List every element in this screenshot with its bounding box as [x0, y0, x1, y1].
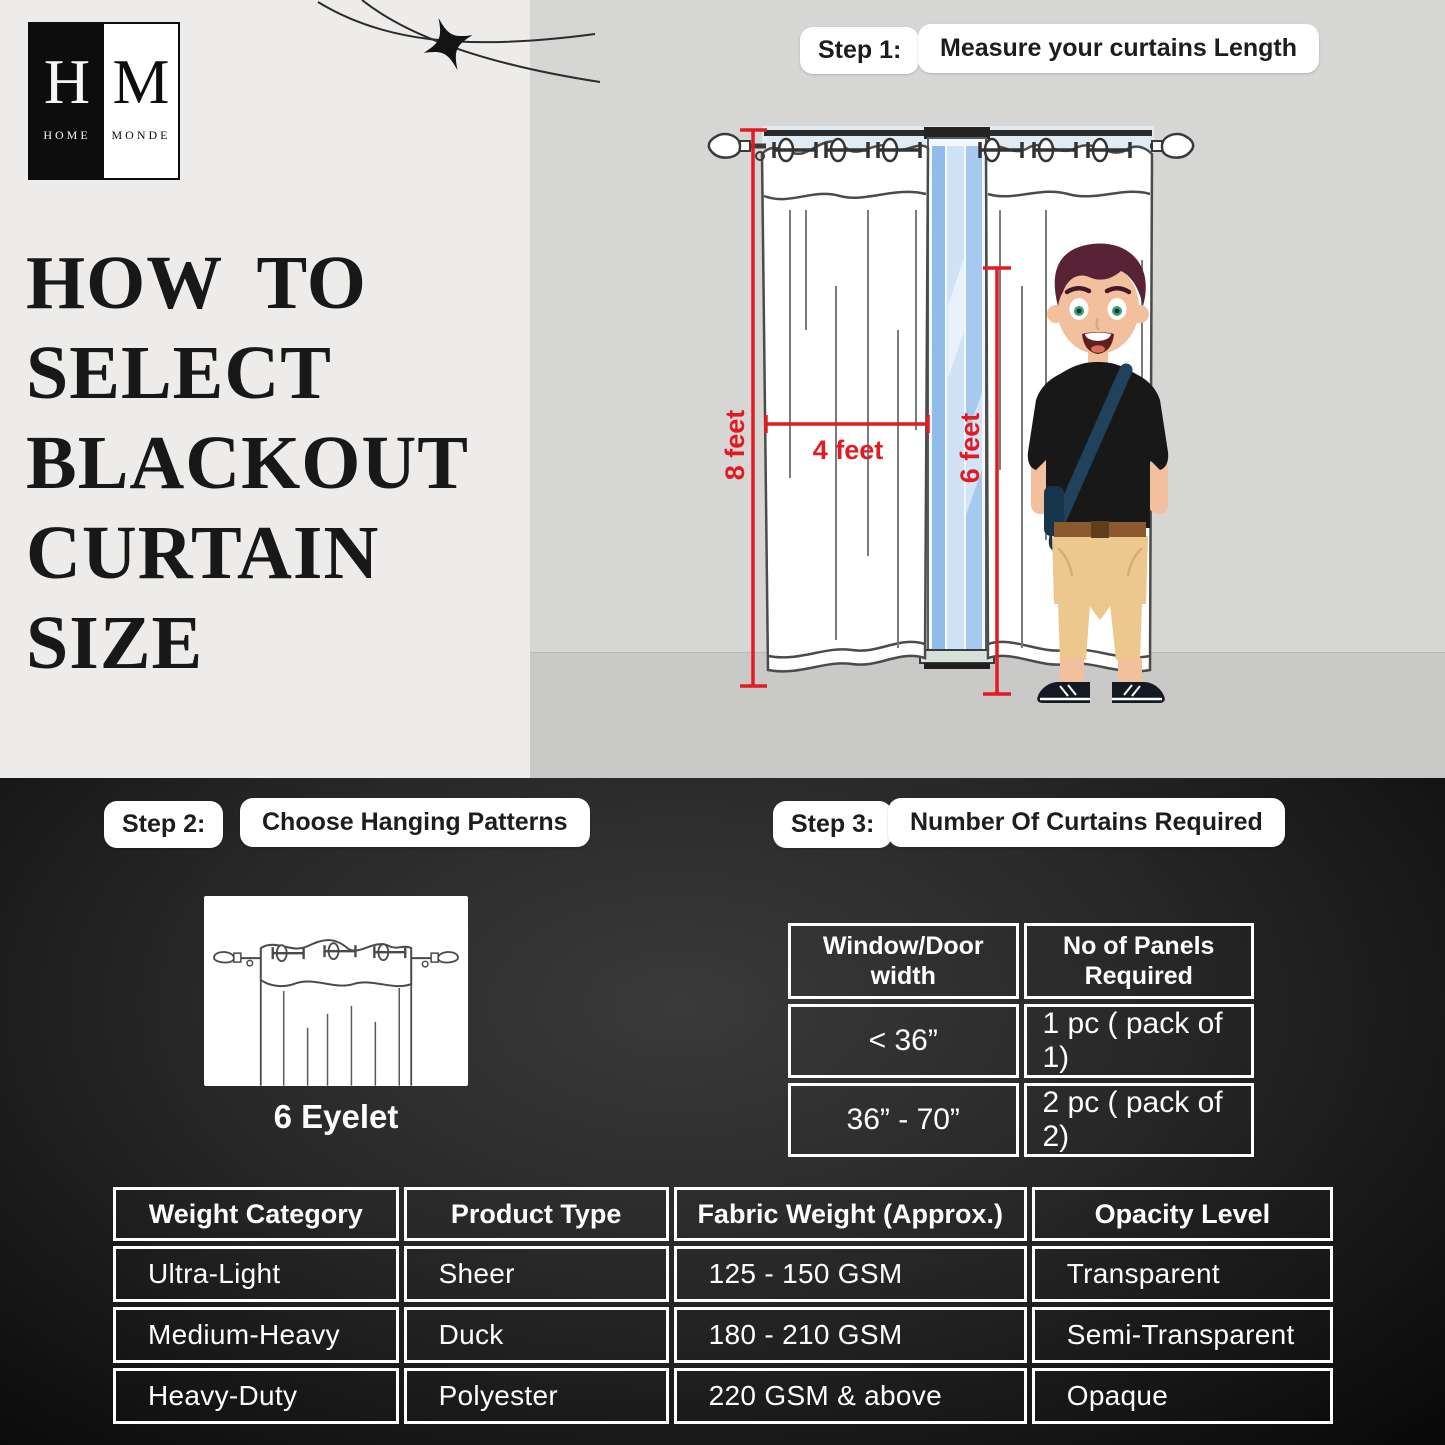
- curtain-measurement-illustration: [530, 0, 1445, 778]
- panels-required-table: [783, 918, 1259, 1162]
- table-cell: Ultra-Light: [113, 1246, 399, 1302]
- column-header: Fabric Weight (Approx.): [674, 1187, 1027, 1241]
- column-header: Opacity Level: [1032, 1187, 1333, 1241]
- fabric-weight-table: [108, 1182, 1338, 1429]
- table-cell: Polyester: [404, 1368, 669, 1424]
- step1-heading-badge: Measure your curtains Length: [918, 24, 1319, 73]
- brand-logo: [28, 22, 180, 180]
- width-measurement-label: 4 feet: [812, 435, 884, 465]
- window-illustration: [920, 127, 994, 669]
- title-line: HOW TO: [26, 241, 367, 325]
- step3-label-badge: Step 3:: [773, 801, 892, 848]
- eyelet-curtain-drawing: [204, 896, 468, 1086]
- logo-letter-m: M: [112, 46, 170, 117]
- title-line: SIZE: [26, 601, 204, 685]
- left-curtain-panel: [762, 141, 928, 671]
- step1-label-badge: Step 1:: [800, 27, 919, 74]
- table-row: [113, 1368, 1333, 1424]
- table-cell: 2 pc ( pack of 2): [1024, 1083, 1255, 1157]
- column-header: Weight Category: [113, 1187, 399, 1241]
- table-header-row: [788, 923, 1254, 999]
- table-cell: 220 GSM & above: [674, 1368, 1027, 1424]
- logo-right-half: [104, 24, 178, 178]
- hanging-pattern-card: [204, 896, 468, 1086]
- person-height-label: 6 feet: [955, 412, 985, 484]
- table-cell: < 36”: [788, 1004, 1019, 1078]
- hanging-pattern-caption: 6 Eyelet: [273, 1098, 399, 1135]
- title-line: SELECT: [26, 331, 332, 415]
- step2-label-badge: Step 2:: [104, 801, 223, 848]
- step3-heading-badge: Number Of Curtains Required: [888, 798, 1285, 847]
- table-cell: Semi-Transparent: [1032, 1307, 1333, 1363]
- table-cell: 1 pc ( pack of 1): [1024, 1004, 1255, 1078]
- logo-word-monde: MONDE: [111, 128, 171, 142]
- table-row: [113, 1246, 1333, 1302]
- column-header: Window/Door width: [788, 923, 1019, 999]
- title-line: BLACKOUT: [26, 421, 469, 505]
- page-title: [26, 238, 516, 688]
- title-line: CURTAIN: [26, 511, 380, 595]
- step2-heading-badge: Choose Hanging Patterns: [240, 798, 590, 847]
- column-header: Product Type: [404, 1187, 669, 1241]
- logo-letter-h: H: [43, 46, 91, 117]
- table-row: [788, 1083, 1254, 1157]
- height-measurement-label: 8 feet: [720, 409, 750, 481]
- logo-left-half: [30, 24, 104, 178]
- table-cell: 180 - 210 GSM: [674, 1307, 1027, 1363]
- table-cell: Opaque: [1032, 1368, 1333, 1424]
- table-cell: 125 - 150 GSM: [674, 1246, 1027, 1302]
- table-cell: Transparent: [1032, 1246, 1333, 1302]
- table-cell: Sheer: [404, 1246, 669, 1302]
- table-cell: Duck: [404, 1307, 669, 1363]
- table-row: [788, 1004, 1254, 1078]
- table-cell: Heavy-Duty: [113, 1368, 399, 1424]
- table-cell: 36” - 70”: [788, 1083, 1019, 1157]
- table-row: [113, 1307, 1333, 1363]
- table-cell: Medium-Heavy: [113, 1307, 399, 1363]
- logo-word-home: HOME: [43, 128, 91, 142]
- table-header-row: [113, 1187, 1333, 1241]
- column-header: No of Panels Required: [1024, 923, 1255, 999]
